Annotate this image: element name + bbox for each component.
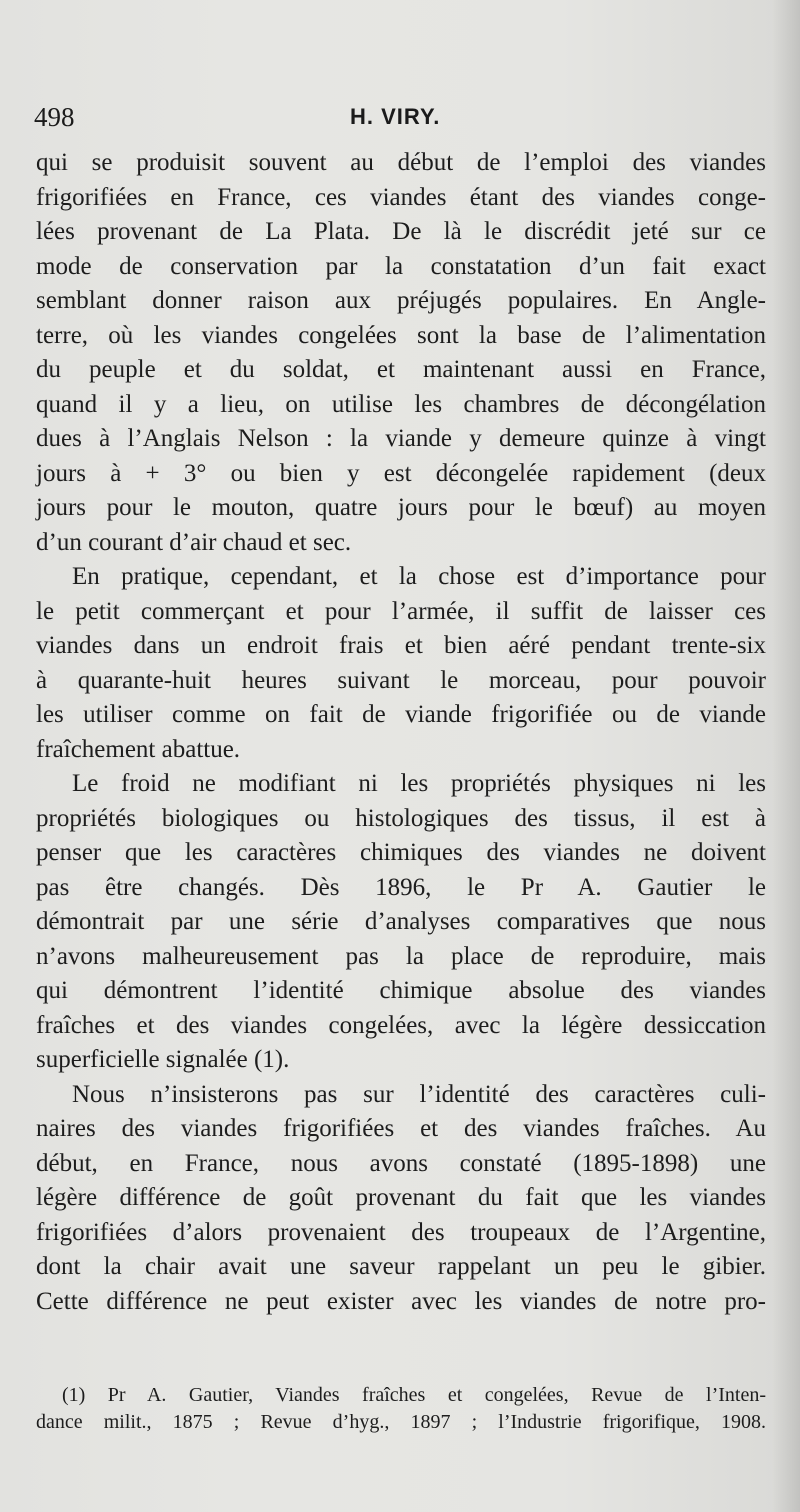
body-text	[36, 146, 766, 1319]
text-line: semblant donner raison aux préjugés populaires. En Angle-	[36, 287, 766, 314]
text-line: pas être changés. Dès 1896, le Pr A. Gautier le	[36, 873, 766, 901]
text-line: frigorifiées d’alors provenaient des troupeaux de l’Argentine,	[36, 1218, 766, 1246]
text-line: terre, où les viandes congelées sont la base de l’alimentation	[36, 321, 766, 349]
text-line: du peuple et du soldat, et maintenant aussi en France,	[36, 356, 766, 383]
text-line: superficielle signalée (1).	[36, 1046, 290, 1073]
text-line: naires des viandes frigorifiées et des viandes fraîches. Au	[36, 1115, 766, 1142]
text-line: jours pour le mouton, quatre jours pour le bœuf) au moyen	[36, 494, 766, 521]
text-line: dues à l’Anglais Nelson : la viande y demeure quinze à vingt	[36, 425, 766, 452]
page-header	[34, 100, 766, 134]
text-line: Cette différence ne peut exister avec les viandes de notre pro-	[36, 1287, 766, 1315]
text-line: début, en France, nous avons constaté (1895-1898) une	[36, 1149, 766, 1177]
text-line: propriétés biologiques ou histologiques des tissus, il est à	[36, 804, 766, 832]
text-line: En pratique, cependant, et la chose est d’importance pour	[72, 563, 766, 590]
text-line: démontrait par une série d’analyses comparatives que nous	[36, 908, 766, 935]
text-line: à quarante-huit heures suivant le morceau, pour pouvoir	[36, 666, 766, 694]
text-line: frigorifiées en France, ces viandes étant des viandes conge-	[36, 183, 766, 211]
paragraph-1	[36, 146, 766, 560]
paragraph-2	[36, 560, 766, 767]
text-line: le petit commerçant et pour l’armée, il suffit de laisser ces	[36, 597, 766, 625]
text-line: lées provenant de La Plata. De là le discrédit jeté sur ce	[36, 218, 766, 245]
text-line: dont la chair avait une saveur rappelant un peu le gibier.	[36, 1253, 766, 1280]
text-line: mode de conservation par la constatation d’un fait exact	[36, 252, 766, 280]
footnote-line: (1) Pr A. Gautier, Viandes fraîches et congelées, Revue de l’Inten-	[62, 1384, 766, 1406]
text-line: n’avons malheureusement pas la place de reproduire, mais	[36, 942, 766, 970]
text-line: Nous n’insisterons pas sur l’identité des caractères culi-	[72, 1080, 766, 1108]
text-line: jours à + 3° ou bien y est décongelée rapidement (deux	[36, 459, 766, 487]
text-line: légère différence de goût provenant du fait que les viandes	[36, 1184, 766, 1211]
text-line: qui démontrent l’identité chimique absolue des viandes	[36, 977, 766, 1004]
footnote-line: dance milit., 1875 ; Revue d’hyg., 1897 ; l’Industrie frigorifique, 1908.	[36, 1411, 766, 1433]
text-line: quand il y a lieu, on utilise les chambres de décongélation	[36, 390, 766, 418]
page-number: 498	[34, 102, 75, 132]
paragraph-3	[36, 767, 766, 1078]
text-line: penser que les caractères chimiques des viandes ne doivent	[36, 839, 766, 866]
running-head: H. VIRY.	[350, 104, 441, 129]
text-line: viandes dans un endroit frais et bien aéré pendant trente-six	[36, 632, 766, 659]
text-line: qui se produisit souvent au début de l’emploi des viandes	[36, 149, 766, 176]
footnote	[36, 1382, 766, 1436]
text-line: d’un courant d’air chaud et sec.	[36, 528, 352, 556]
text-line: fraîchement abattue.	[36, 735, 241, 763]
paragraph-4	[36, 1078, 766, 1320]
text-line: Le froid ne modifiant ni les propriétés physiques ni les	[72, 770, 766, 797]
text-line: fraîches et des viandes congelées, avec la légère dessiccation	[36, 1011, 766, 1039]
spine-shadow	[772, 0, 800, 1512]
text-line: les utiliser comme on fait de viande frigorifiée ou de viande	[36, 701, 766, 728]
